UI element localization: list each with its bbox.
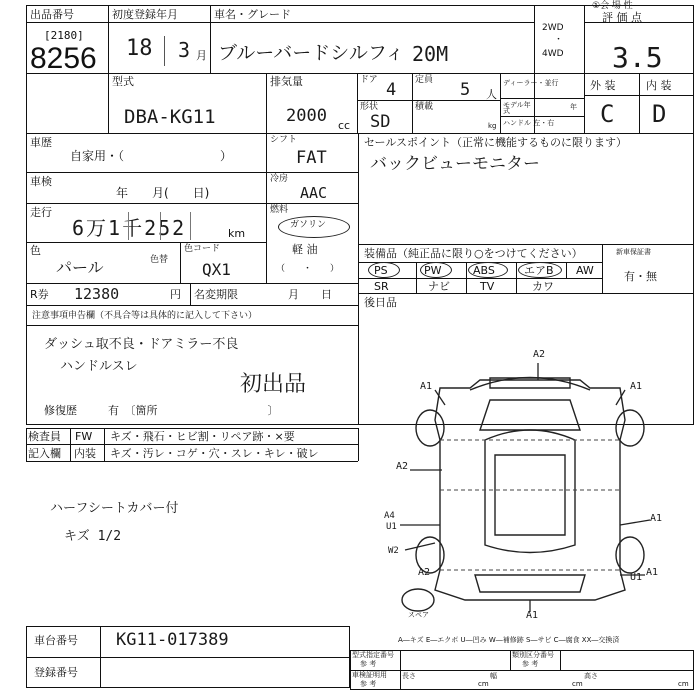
sales-points-label: セールスポイント（正常に機能するものに限ります）	[364, 136, 628, 149]
notes-line1: ダッシュ取不良・ドアミラー不良	[44, 337, 239, 352]
model-label: 型式	[112, 75, 134, 88]
equip-airbag-circle	[518, 262, 562, 278]
category-ref: 参 考	[522, 660, 539, 668]
repair-label: 修復歴	[44, 404, 77, 417]
color-code-label: 色コード	[184, 244, 221, 254]
height-cm: cm	[678, 680, 689, 688]
sales-points-value: バックビューモニター	[370, 154, 540, 174]
title-expiry-label: 名変期限	[194, 288, 238, 301]
person-unit: 人	[486, 88, 497, 101]
cc-unit: cc	[338, 119, 351, 132]
equip-abs-circle	[468, 262, 508, 278]
equip-leather: カワ	[532, 280, 554, 293]
inspector-label: 検査員	[28, 430, 61, 443]
warranty-label: 新車保証書	[616, 248, 651, 256]
mark-right-rear: A1	[650, 513, 663, 524]
inspector-interior: 内装	[74, 447, 96, 460]
reg-month-unit: 月	[196, 49, 207, 62]
kg-unit: kg	[488, 122, 497, 130]
mark-right-bumper: A1	[646, 567, 659, 578]
height-label: 高さ	[584, 672, 598, 680]
drive-4wd: 4WD	[542, 49, 564, 59]
mark-rear-right: U1	[630, 572, 643, 583]
interior-grade: D	[652, 100, 667, 128]
designation-label: 型式指定番号	[352, 651, 394, 659]
model-code: DBA-KG11	[124, 106, 216, 128]
inspection-label: 車検	[30, 175, 52, 188]
equipment-label: 装備品（純正品に限り○をつけてください）	[364, 247, 583, 260]
cert-ref: 参 考	[360, 680, 377, 688]
capacity-label: 定員	[415, 75, 434, 85]
exterior-grade: C	[600, 100, 615, 128]
exterior-label: 外 装	[590, 79, 616, 92]
handwritten-line2: キズ 1/2	[64, 529, 122, 544]
mark-front-left: A1	[420, 381, 433, 392]
model-year-label: モデル年式	[503, 101, 531, 116]
reg-month: 3	[178, 38, 191, 62]
inspector-row1: キズ・飛石・ヒビ割・リペア跡・×要	[110, 430, 295, 443]
door-label: ドア	[360, 75, 378, 85]
inspector-entry-label: 記入欄	[28, 447, 61, 460]
equip-pw: PW	[424, 264, 442, 277]
equip-tv: TV	[480, 280, 495, 293]
interior-label: 内 装	[646, 79, 672, 92]
mileage-value: 6万1千252	[72, 216, 187, 240]
year-unit: 年	[570, 103, 577, 111]
lot-label: 出品番号	[30, 8, 74, 21]
doors: 4	[386, 80, 397, 100]
title-expiry-value: 月 日	[288, 288, 332, 301]
car-grade: 20M	[412, 42, 449, 66]
mark-front-right: A1	[630, 381, 643, 392]
overall-score: 3.5	[612, 41, 663, 74]
reg-year: 18	[126, 36, 153, 61]
width-label: 幅	[490, 672, 497, 680]
inspection-value: 年 月( 日)	[116, 186, 210, 200]
ac-label: 冷房	[270, 174, 289, 184]
repair-value: 有 〔箇所 〕	[108, 404, 279, 417]
first-listing: 初出品	[240, 372, 307, 397]
drive-2wd: 2WD	[542, 23, 564, 33]
equip-ps-circle	[368, 262, 400, 278]
length-label: 長さ	[402, 672, 416, 680]
load-label: 積載	[415, 102, 434, 112]
equip-abs: ABS	[473, 264, 495, 277]
mark-rear-left: A2	[418, 567, 431, 578]
warranty-value: 有・無	[624, 270, 657, 283]
lot-number: 8256	[30, 42, 97, 75]
history-label: 車歴	[30, 136, 52, 149]
body-shape: SD	[370, 112, 391, 132]
color-value: パール	[56, 258, 104, 277]
spare-label: スペア	[408, 611, 429, 619]
shift-label: シフト	[270, 135, 298, 145]
fuel-label: 燃料	[270, 205, 289, 215]
car-name-label: 車名・グレード	[214, 8, 291, 21]
top-right-note: ①会 場 性	[592, 1, 633, 11]
displacement: 2000	[286, 106, 327, 126]
equip-pw-circle	[420, 262, 452, 278]
drive-dot: ・	[554, 35, 564, 45]
color-change-label: 色替	[150, 255, 169, 265]
history-value: 自家用・（ ）	[70, 149, 233, 163]
length-cm: cm	[478, 680, 489, 688]
width-cm: cm	[572, 680, 583, 688]
fuel-gas: ガソリン	[290, 220, 327, 230]
rear-label: 後日品	[364, 296, 397, 309]
equip-ps: PS	[374, 264, 388, 277]
chassis-label: 車台番号	[34, 634, 78, 647]
mark-left-door: A2	[396, 461, 409, 472]
chassis-number: KG11-017389	[116, 630, 229, 650]
capacity: 5	[460, 80, 471, 100]
fuel-other: （ ・ ）	[276, 264, 340, 274]
mileage-label: 走行	[30, 206, 52, 219]
first-reg-label: 初度登録年月	[112, 8, 178, 21]
recycle-amount: 12380	[74, 285, 120, 303]
equip-sr: SR	[374, 280, 389, 293]
km-unit: km	[228, 227, 246, 240]
dealer-label: ディーラー・並行	[503, 79, 559, 87]
mark-left-wheel: W2	[388, 546, 399, 556]
color-label: 色	[30, 244, 41, 257]
category-label: 類別区分番号	[512, 651, 554, 659]
car-name: ブルーバードシルフィ	[218, 42, 405, 64]
yen-unit: 円	[170, 288, 181, 301]
shift-value: FAT	[296, 148, 327, 168]
lot-ref: [2180]	[44, 29, 84, 42]
eval-label: 評 価 点	[602, 11, 642, 24]
inspector-fw: FW	[75, 430, 93, 443]
equip-navi: ナビ	[428, 280, 450, 293]
equip-aw: AW	[576, 264, 594, 277]
mark-left-rear1: A4	[384, 511, 395, 521]
recycle-label: R券	[30, 288, 49, 301]
registration-label: 登録番号	[34, 666, 78, 679]
displacement-label: 排気量	[270, 75, 303, 88]
fuel-diesel: 軽 油	[292, 243, 318, 256]
handwritten-line1: ハーフシートカバー付	[50, 501, 179, 516]
mark-front: A2	[533, 349, 546, 360]
notes-label: 注意事項申告欄（不具合等は具体的に記入して下さい）	[32, 311, 258, 321]
cert-label: 車検証明用	[352, 671, 387, 679]
mark-rear: A1	[526, 610, 539, 621]
inspector-row2: キズ・汚レ・コゲ・穴・スレ・キレ・破レ	[110, 447, 319, 460]
equip-airbag: エアB	[524, 264, 554, 277]
handle-label: ハンドル 左・右	[503, 119, 555, 127]
mark-left-rear2: U1	[386, 522, 397, 532]
legend: A―キズ E―エクボ U―凹み W―補修跡 S―サビ C―腐食 XX―交換済	[398, 636, 620, 644]
shape-label: 形状	[360, 102, 379, 112]
ac-value: AAC	[300, 184, 328, 202]
notes-line2: ハンドルスレ	[60, 359, 138, 374]
color-code: QX1	[202, 260, 231, 279]
designation-ref: 参 考	[360, 660, 377, 668]
